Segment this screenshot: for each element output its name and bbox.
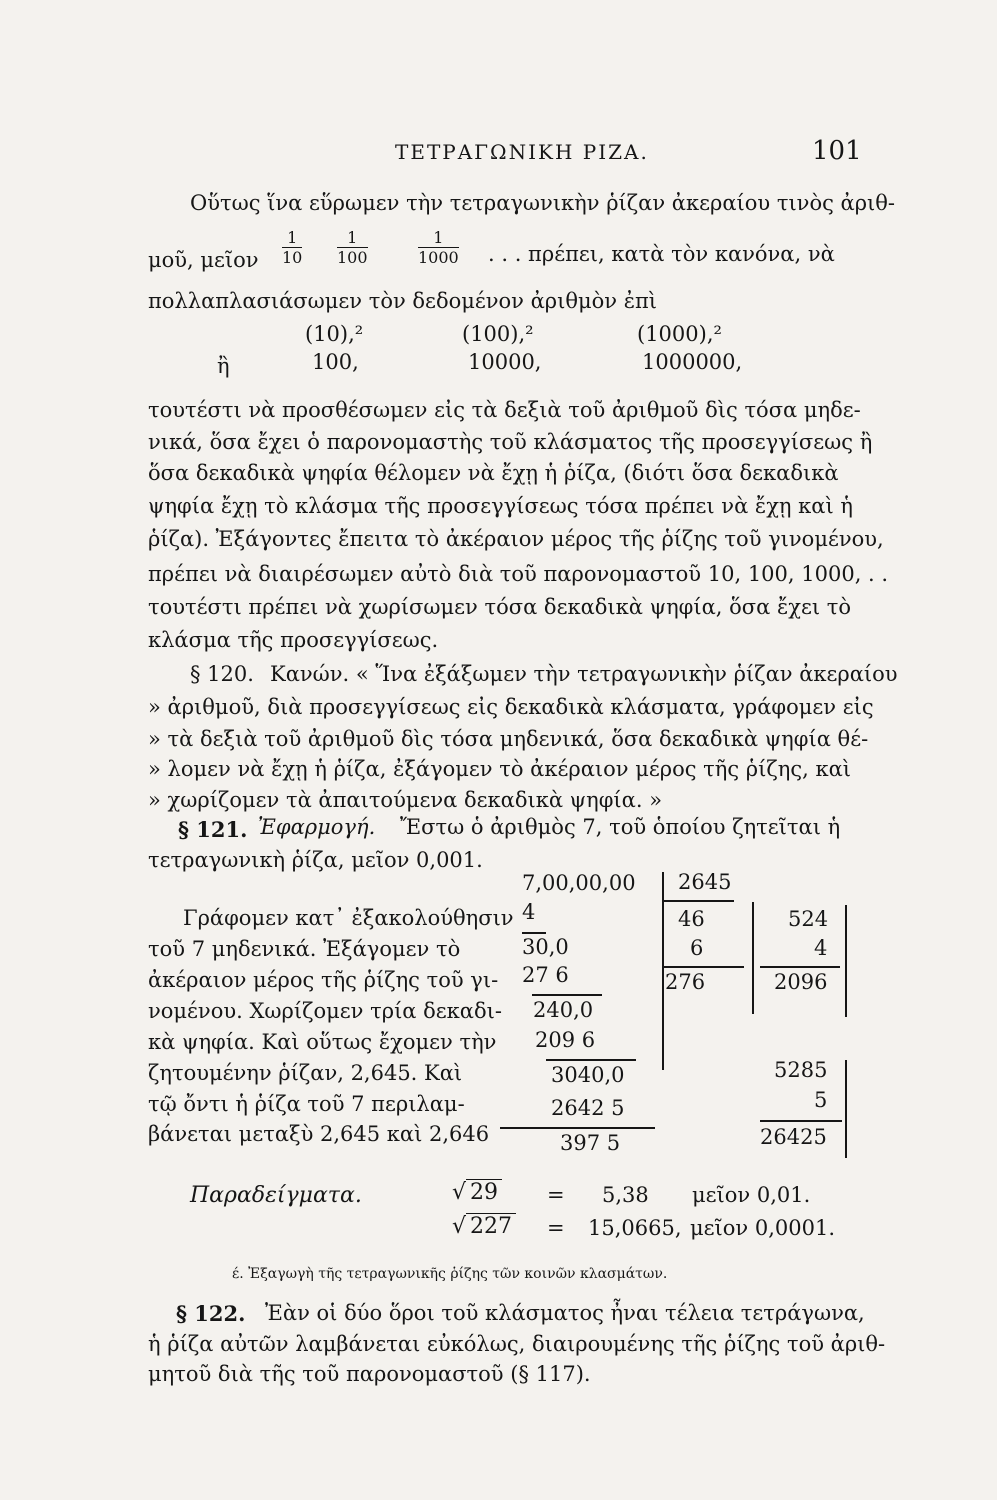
para1-line-3: ὅσα δεκαδικὰ ψηφία θέλομεν νὰ ἔχῃ ἡ ῥίζα, (διότι ὅσα δεκαδικὰ	[148, 461, 839, 485]
section-120: § 120.	[190, 662, 254, 686]
para1-line-5: ῥίζα). Ἐξάγοντες ἔπειτα τὸ ἀκέραιον μέρος τῆς ῥίζης τοῦ γινομένου,	[148, 527, 884, 551]
radical-sign-icon: √	[452, 1214, 467, 1239]
example-1-equals: =	[547, 1183, 565, 1207]
fraction-denominator: 100	[337, 248, 368, 267]
fraction-hundredth	[337, 228, 368, 267]
rule-line-1: Κανών. « Ἵνα ἐξάξωμεν τὴν τετραγωνικὴν ῥίζαν ἀκεραίου	[270, 662, 898, 686]
trial1-digit: 6	[690, 936, 704, 960]
radical-sign-icon: √	[452, 1180, 467, 1205]
side-text-3: ἀκέραιον μέρος τῆς ῥίζης τοῦ γι-	[148, 968, 499, 992]
trial3-digit: 5	[814, 1088, 828, 1112]
para1-line-6: πρέπει νὰ διαιρέσωμεν αὐτὸ διὰ τοῦ παρονομαστοῦ 10, 100, 1000, . .	[148, 562, 889, 586]
examples-label: Παραδείγματα.	[190, 1183, 362, 1208]
example-2-tail: μεῖον 0,0001.	[690, 1216, 836, 1240]
side-text-1: Γράφομεν κατ᾽ ἐξακολούθησιν	[183, 906, 514, 930]
trial3-divisor: 5285	[774, 1058, 828, 1082]
trial2-product: 2096	[774, 970, 828, 994]
side-text-6: ζητουμένην ῥίζαν, 2,645. Καὶ	[148, 1061, 463, 1085]
side-text-5: κὰ ψηφία. Καὶ οὕτως ἔχομεν τὴν	[148, 1030, 497, 1054]
example-1-radicand: 29	[466, 1179, 502, 1205]
rule-line-3: » τὰ δεξιὰ τοῦ ἀριθμοῦ δὶς τόσα μηδενικά, ὅσα δεκαδικὰ ψηφία θέ-	[148, 727, 869, 751]
rule-under-root	[664, 900, 734, 902]
fraction-numerator: 1	[337, 228, 368, 248]
fraction-denominator: 10	[282, 248, 303, 267]
divider-trial2	[845, 905, 847, 1017]
example-1-tail: μεῖον 0,01.	[692, 1183, 811, 1207]
step-2642-5: 2642 5	[551, 1096, 625, 1120]
step-30-0: 30,0	[522, 935, 569, 959]
value-ten-thousand: 10000,	[468, 350, 542, 374]
running-title: ΤΕΤΡΑΓΩΝΙΚΗ ΡΙΖΑ.	[395, 140, 649, 164]
side-text-2: τοῦ 7 μηδενικά. Ἐξάγομεν τὸ	[148, 937, 461, 961]
subheading: έ. Ἐξαγωγὴ τῆς τετραγωνικῆς ῥίζης τῶν κοινῶν κλασμάτων.	[232, 1266, 668, 1282]
power-hundred: (100),²	[462, 322, 534, 346]
power-ten: (10),²	[305, 322, 364, 346]
radicand-grouped: 7,00,00,00	[522, 871, 636, 895]
page-number: 101	[812, 136, 862, 166]
step-240-0: 240,0	[533, 998, 594, 1022]
trial1-divisor: 46	[678, 907, 705, 931]
trial2-divisor: 524	[788, 907, 829, 931]
side-text-4: νομένου. Χωρίζομεν τρία δεκαδι-	[148, 999, 502, 1023]
para1-line-8: κλάσμα τῆς προσεγγίσεως.	[148, 628, 439, 652]
para1-line-1: τουτέστι νὰ προσθέσωμεν εἰς τὰ δεξιὰ τοῦ ἀριθμοῦ δὶς τόσα μηδε-	[148, 398, 861, 422]
section-121: § 121.	[178, 817, 248, 842]
trial1-rule	[664, 966, 744, 968]
rule-under-2096	[546, 1059, 636, 1061]
intro-line-1: Οὕτως ἵνα εὕρωμεν τὴν τετραγωνικὴν ῥίζαν ἀκεραίου τινὸς ἀριθ-	[190, 191, 896, 215]
example-1-result: 5,38	[602, 1183, 649, 1207]
para1-line-4: ψηφία ἔχῃ τὸ κλάσμα τῆς προσεγγίσεως τόσα πρέπει νὰ ἔχῃ καὶ ἡ	[148, 494, 853, 518]
step-3040-0: 3040,0	[551, 1063, 625, 1087]
application-line-2: τετραγωνικὴ ῥίζα, μεῖον 0,001.	[148, 848, 483, 872]
trial2-rule	[760, 966, 840, 968]
fraction-numerator: 1	[282, 228, 302, 248]
trial1-product: 276	[665, 970, 706, 994]
trial3-product: 26425	[760, 1125, 827, 1149]
root-digits: 2645	[678, 870, 732, 894]
final-line-3: μητοῦ διὰ τῆς τοῦ παρονομαστοῦ (§ 117).	[148, 1362, 591, 1386]
intro-line-2-start: μοῦ, μεῖον	[148, 248, 259, 272]
example-1-root	[452, 1180, 502, 1205]
divider-trial3	[845, 1060, 847, 1158]
step-209-6: 209 6	[535, 1028, 596, 1052]
application-line-1: Ἔστω ὁ ἀριθμὸς 7, τοῦ ὁποίου ζητεῖται ἡ	[400, 815, 841, 839]
rule-line-2: » ἀριθμοῦ, διὰ προσεγγίσεως εἰς δεκαδικὰ κλάσματα, γράφομεν εἰς	[148, 695, 874, 719]
trial3-rule	[760, 1120, 842, 1122]
rule-under-26425	[500, 1127, 655, 1129]
section-122: § 122.	[176, 1301, 246, 1326]
fraction-numerator: 1	[418, 228, 459, 248]
rule-under-276	[532, 994, 602, 996]
fraction-thousandth	[418, 228, 459, 267]
example-2-result: 15,0665,	[588, 1216, 682, 1240]
fraction-tenth	[282, 228, 302, 267]
rule-line-4: » λομεν νὰ ἔχῃ ἡ ῥίζα, ἐξάγομεν τὸ ἀκέραιον μέρος τῆς ῥίζης, καὶ	[148, 757, 851, 781]
final-line-1: Ἐὰν οἱ δύο ὅροι τοῦ κλάσματος ἦναι τέλεια τετράγωνα,	[265, 1301, 865, 1325]
side-text-8: βάνεται μεταξὺ 2,645 καὶ 2,646	[148, 1122, 490, 1146]
application-title: Ἐφαρμογή.	[258, 815, 376, 839]
step-27-6: 27 6	[522, 963, 569, 987]
value-million: 1000000,	[642, 350, 743, 374]
remainder: 397 5	[560, 1131, 621, 1155]
trial2-digit: 4	[814, 936, 828, 960]
step-4: 4	[522, 900, 536, 924]
fraction-denominator: 1000	[418, 248, 459, 267]
example-2-equals: =	[547, 1216, 565, 1240]
or-word: ἢ	[217, 354, 230, 378]
para1-line-2: νικά, ὅσα ἔχει ὁ παρονομαστὴς τοῦ κλάσματος τῆς προσεγγίσεως ἢ	[148, 430, 873, 454]
divider-trial1	[752, 902, 754, 1014]
power-thousand: (1000),²	[637, 322, 722, 346]
example-2-root	[452, 1214, 516, 1239]
intro-line-3: πολλαπλασιάσωμεν τὸν δεδομένον ἀριθμὸν ἐπὶ	[148, 289, 658, 313]
final-line-2: ἡ ῥίζα αὐτῶν λαμβάνεται εὐκόλως, διαιρουμένης τῆς ῥίζης τοῦ ἀριθ-	[148, 1332, 886, 1356]
divider-main	[662, 872, 664, 1070]
side-text-7: τῷ ὄντι ἡ ῥίζα τοῦ 7 περιλαμ-	[148, 1092, 465, 1116]
intro-line-2-end: . . . πρέπει, κατὰ τὸν κανόνα, νὰ	[488, 242, 835, 266]
value-hundred: 100,	[312, 350, 359, 374]
example-2-radicand: 227	[466, 1213, 516, 1239]
rule-line-5: » χωρίζομεν τὰ ἀπαιτούμενα δεκαδικὰ ψηφία. »	[148, 788, 663, 812]
para1-line-7: τουτέστι πρέπει νὰ χωρίσωμεν τόσα δεκαδικὰ ψηφία, ὅσα ἔχει τὸ	[148, 595, 852, 619]
rule-under-4	[522, 932, 546, 934]
